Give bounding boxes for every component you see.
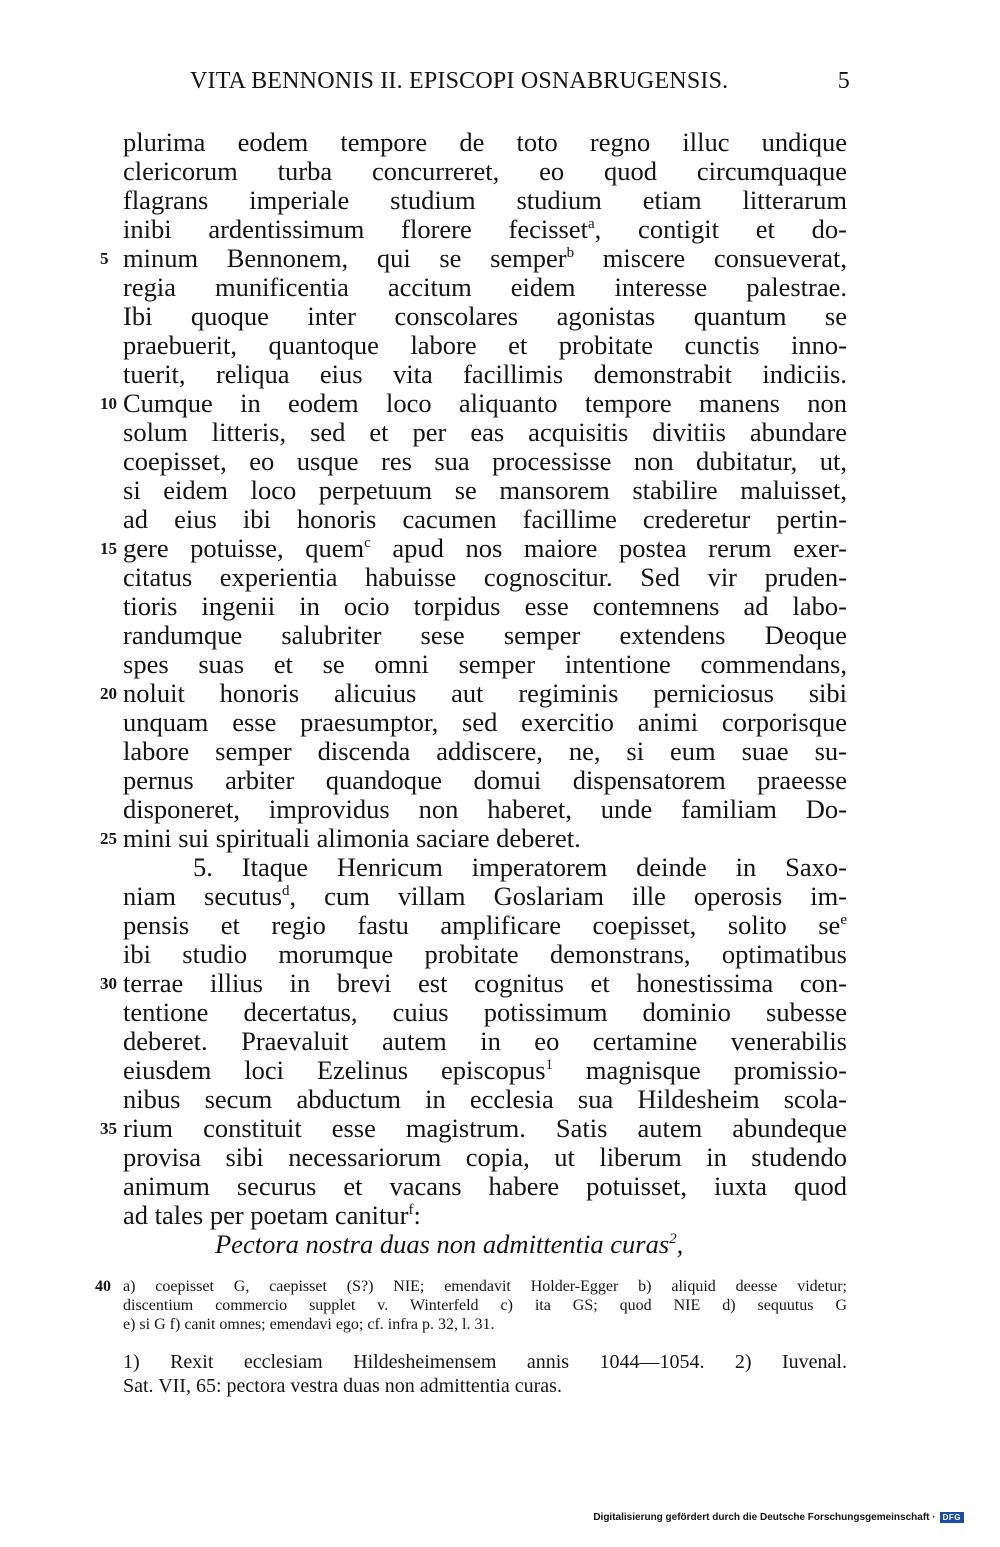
text-line [0,273,1000,302]
line-text: animum securus et vacans habere potuisset, iuxta quod [123,1171,847,1201]
line-text: unquam esse praesumptor, sed exercitio animi corporisque [123,707,847,737]
line-text: deberet. Praevaluit autem in eo certamine venerabilis [123,1026,847,1056]
text-line [0,476,1000,505]
digitization-credit [593,1512,964,1523]
text-line [0,824,1000,853]
text-line [0,650,1000,679]
line-text: pensis et regio fastu amplificare coepisset, solito $se^e$ [123,910,847,940]
apparatus-line [0,1277,1000,1296]
line-text: niam secutus$^d$, cum villam Goslariam ille operosis im- [123,881,848,911]
footnote-text: Sat. VII, 65: pectora vestra duas non admittentia curas. [123,1375,562,1397]
line-text: coepisset, eo usque res sua processisse non dubitatur, ut, [123,446,847,476]
text-line [0,708,1000,737]
text-line [0,157,1000,186]
text-line [0,882,1000,911]
line-text: provisa sibi necessariorum copia, ut liberum in studendo [123,1142,847,1172]
text-line [0,215,1000,244]
text-line [0,998,1000,1027]
line-number: 5 [100,249,109,268]
line-text: mini sui spirituali alimonia saciare deberet. [123,823,581,853]
text-line [0,795,1000,824]
text-line [0,1114,1000,1143]
running-header [190,68,850,95]
line-text: regia munificentia accitum eidem interesse palestrae. [123,272,847,302]
text-line [0,1056,1000,1085]
footnote-line [0,1350,1000,1374]
line-text: clericorum turba concurreret, eo quod circumquaque [123,156,847,186]
line-text: spes suas et se omni semper intentione commendans, [123,649,847,679]
text-line [0,505,1000,534]
text-line [0,186,1000,215]
credit-text: Digitalisierung gefördert durch die Deutsche Forschungsgemeinschaft · [593,1512,936,1523]
text-line [0,969,1000,998]
line-text: solum litteris, sed et per eas acquisitis divitiis abundare [123,417,847,447]
apparatus-text: a) coepisset G, caepisset (S?) NIE; emendavit Holder-Egger b) aliquid deesse videtur; [123,1278,847,1295]
line-number: 40 [95,1278,111,1295]
line-text: pernus arbiter quandoque domui dispensatorem praeesse [123,765,847,795]
line-text: praebuerit, quantoque labore et probitate cunctis inno- [123,330,847,360]
line-text: Cumque in eodem loco aliquanto tempore manens non [123,388,847,418]
line-text: labore semper discenda addiscere, ne, si eum suae su- [123,736,847,766]
text-line [0,1201,1000,1230]
apparatus-line [0,1315,1000,1334]
line-text: rium constituit esse magistrum. Satis autem abundeque [123,1113,847,1143]
line-text: eiusdem loci Ezelinus episcopus$^1$ magnisque promissio- [123,1055,847,1085]
line-text: ad tales per poetam canitur$^f$: [123,1200,421,1230]
text-line [0,679,1000,708]
text-line [0,128,1000,157]
line-text: ad eius ibi honoris cacumen facillime crederetur pertin- [123,504,847,534]
critical-apparatus [0,1277,1000,1334]
text-line [0,1172,1000,1201]
line-number: 35 [100,1119,117,1138]
footnote-line [0,1374,1000,1398]
line-number: 30 [100,974,117,993]
line-text: Ibi quoque inter conscolares agonistas quantum se [123,301,847,331]
text-line [0,447,1000,476]
text-line [0,1027,1000,1056]
line-text: flagrans imperiale studium studium etiam litterarum [123,185,847,215]
line-text: Pectora nostra duas non admittentia curas$^2$, [215,1229,684,1259]
text-line [0,592,1000,621]
line-text: randumque salubriter sese semper extendens Deoque [123,620,847,650]
line-number: 25 [100,829,117,848]
line-text: citatus experientia habuisse cognoscitur. Sed vir pruden- [123,562,847,592]
footnotes [0,1350,1000,1398]
text-line [0,766,1000,795]
text-line [0,302,1000,331]
text-line [0,534,1000,563]
line-text: si eidem loco perpetuum se mansorem stabilire maluisset, [123,475,847,505]
text-line [0,1085,1000,1114]
apparatus-line [0,1296,1000,1315]
line-text: gere potuisse, quem$^c$ apud nos maiore postea rerum exer- [123,533,847,563]
text-line [0,360,1000,389]
line-text: minum Bennonem, qui se semper$^b$ miscere consueverat, [123,243,847,273]
line-text: plurima eodem tempore de toto regno illuc undique [123,127,847,157]
text-line [0,853,1000,882]
dfg-logo: DFG [940,1512,964,1523]
text-line [0,737,1000,766]
text-line [0,331,1000,360]
line-number: 15 [100,539,117,558]
footnote-text: 1) Rexit ecclesiam Hildesheimensem annis 1044—1054. 2) Iuvenal. [123,1351,847,1373]
page-number: 5 [837,68,850,94]
line-text: 5. Itaque Henricum imperatorem deinde in Saxo- [193,852,847,882]
header-title: VITA BENNONIS II. EPISCOPI OSNABRUGENSIS. [190,68,729,94]
line-text: nibus secum abductum in ecclesia sua Hildesheim scola- [123,1084,847,1114]
line-text: tioris ingenii in ocio torpidus esse contemnens ad labo- [123,591,847,621]
line-text: terrae illius in brevi est cognitus et honestissima con- [123,968,847,998]
apparatus-text: e) si G f) canit omnes; emendavi ego; cf. infra p. 32, l. 31. [123,1316,495,1333]
line-text: tentione decertatus, cuius potissimum dominio subesse [123,997,847,1027]
text-line [0,1143,1000,1172]
line-text: inibi ardentissimum florere fecisset$^a$, contigit et do- [123,214,847,244]
line-text: noluit honoris alicuius aut regiminis perniciosus sibi [123,678,847,708]
line-number: 10 [100,394,117,413]
text-line [0,563,1000,592]
line-number: 20 [100,684,117,703]
text-line [0,621,1000,650]
text-line [0,911,1000,940]
text-line [0,418,1000,447]
apparatus-text: discentium commercio supplet v. Winterfeld c) ita GS; quod NIE d) sequutus G [123,1297,847,1314]
text-line [0,940,1000,969]
line-text: tuerit, reliqua eius vita facillimis demonstrabit indiciis. [123,359,847,389]
text-line [0,389,1000,418]
text-line [0,1230,1000,1259]
text-line [0,244,1000,273]
line-text: disponeret, improvidus non haberet, unde familiam Do- [123,794,847,824]
line-text: ibi studio morumque probitate demonstrans, optimatibus [123,939,847,969]
main-text [0,128,1000,1259]
